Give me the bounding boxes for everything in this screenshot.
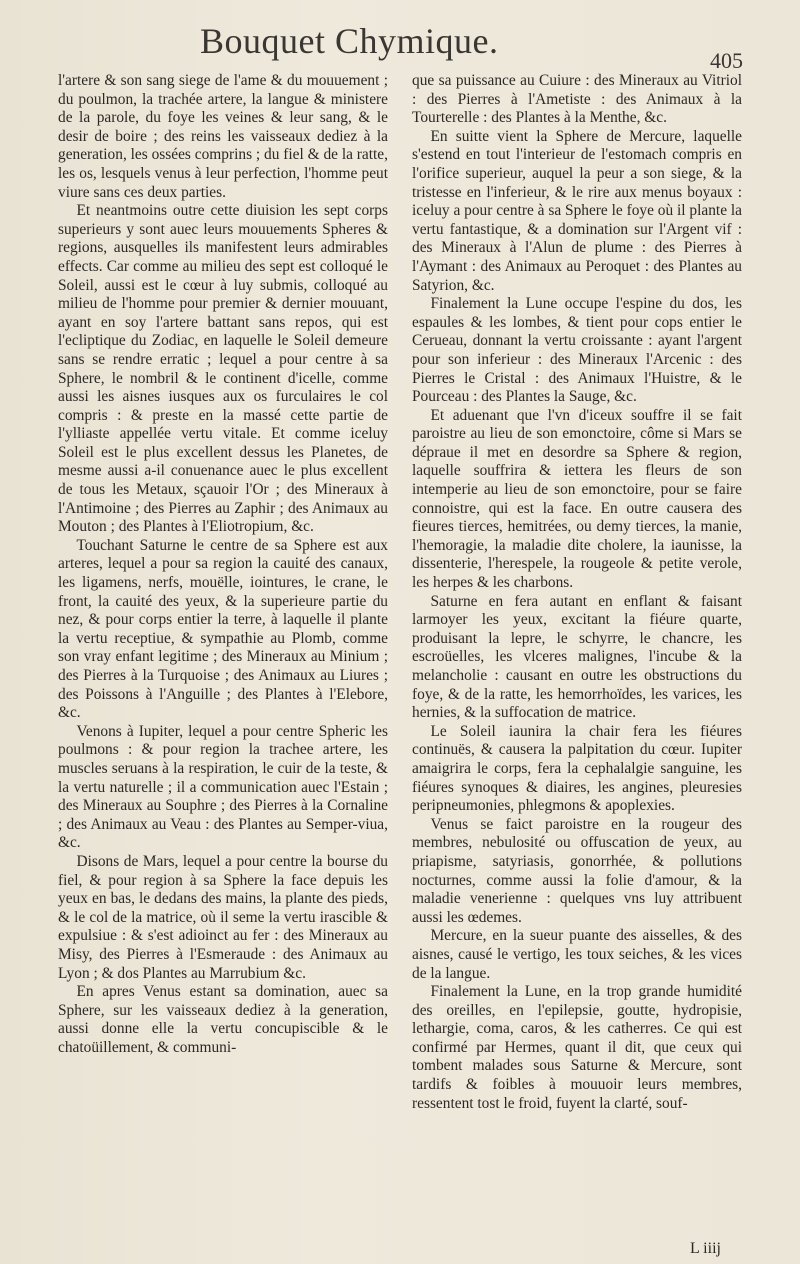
paragraph: Le Soleil iaunira la chair fera les fiéures continuës, & causera la palpitation du cœur. Iupiter amaigrira le corps, fera la cephalalgie sanguine, les fiéures synoques & diaires, les angines, pleuresies peripneumonies, phlegmons & apoplexies. (412, 722, 742, 815)
paragraph: Et neantmoins outre cette diuision les sept corps superieurs y sont auec leurs mouuements Spheres & regions, ausquelles ils manifestent leurs admirables effects. Car comme au milieu des sept est colloqué le Soleil, aussi est le cœur à luy submis, colloqué au milieu de l'homme pour premier & dernier mouuant, ayant en soy l'artere battant sans repos, qui est l'ecliptique du Zodiac, en laquelle le Soleil demeure sans se rendre erratic ; lequel a pour centre à sa Sphere, le nombril & le continent d'icelle, comme aussi les aisnes iusques aux os furculaires le col compris : & preste en la massé cette partie de l'ylliaste appellée vertu vitale. Et comme iceluy Soleil est le plus excellent dessus les Planetes, de mesme aussi a-il conuenance auec le plus excellent de tous les Metaux, sçauoir l'Or ; des Mineraux à l'Antimoine ; des Pierres au Zaphir ; des Animaux au Mouton ; des Plantes à l'Eliotropium, &c. (58, 202, 388, 536)
paragraph: Venons à Iupiter, lequel a pour centre Spheric les poulmons : & pour region la trachee artere, les muscles seruans à la respiration, le cuir de la teste, & la vertu naturelle ; il a communication auec l'Estain ; des Mineraux au Souphre ; des Pierres à la Cornaline ; des Animaux au Veau : des Plantes au Semper-viua, &c. (58, 722, 388, 852)
page-header (0, 20, 800, 73)
paragraph: Venus se faict paroistre en la rougeur des membres, nebulosité ou offuscation de yeux, au priapisme, satyriasis, gonorrhée, & pollutions nocturnes, comme aussi la folie d'amour, & la maladie venerienne : quelques vns luy attribuent aussi les œdemes. (412, 815, 742, 926)
paragraph: que sa puissance au Cuiure : des Mineraux au Vitriol : des Pierres à l'Ametiste : des Animaux à la Tourterelle : des Plantes à la Menthe, &c. (412, 72, 742, 127)
paragraph: Finalement la Lune, en la trop grande humidité des oreilles, en l'epilepsie, goutte, hydropisie, lethargie, coma, caros, & les catherres. Ce qui est confirmé par Hermes, quant il dit, que ceux qui tombent malades sous Saturne & Mercure, sont tardifs & foibles à mouuoir leurs membres, ressentent tost le froid, fuyent la clarté, souf- (412, 983, 742, 1112)
paragraph: Mercure, en la sueur puante des aisselles, & des aisnes, causé le vertigo, les toux seiches, & les vices de la langue. (412, 927, 742, 982)
left-column (58, 72, 388, 1057)
paragraph: En apres Venus estant sa domination, auec sa Sphere, sur les vaisseaux dediez à la generation, aussi donne elle la vertu concupiscible & le chatoüillement, & communi- (58, 983, 388, 1056)
right-column (412, 72, 742, 1113)
paragraph: Saturne en fera autant en enflant & faisant larmoyer les yeux, excitant la fiéure quarte, produisant la lepre, le schyrre, le chancre, les escroüelles, les vlceres malignes, l'incube & la melancholie : causant en outre les obstructions du foye, & de la ratte, les hemorrhoïdes, les varices, les hernies, & la suffocation de matrice. (412, 592, 742, 722)
running-title: Bouquet Chymique. (200, 21, 499, 61)
paragraph: Et aduenant que l'vn d'iceux souffre il se fait paroistre au lieu de son emonctoire, côme si Mars se dépraue il met en desordre sa Sphere & region, laquelle souffrira & iettera les fleurs de son intemperie au lieu de son emonctoire, pour se faire connoistre, qui est la face. En outre causera des fieures tierces, hemitrées, ou demy tierces, la manie, l'hemoragie, la maladie dite cholere, la iaunisse, la dissenterie, l'herespele, la rougeole & petite verole, les herpes & les charbons. (412, 406, 742, 592)
paragraph: Finalement la Lune occupe l'espine du dos, les espaules & les lombes, & tient pour cops entier le Cerueau, donnant la vertu croissante : ayant l'argent pour son inferieur : des Mineraux l'Arcenic : des Pierres le Cristal : des Animaux l'Huistre, & le Pourceau : des Plantes la Sauge, &c. (412, 295, 742, 406)
paragraph: En suitte vient la Sphere de Mercure, laquelle s'estend en tout l'interieur de l'estomach compris en l'orifice superieur, auquel la peur a son siege, & la tristesse en l'inferieur, & le rire aux menus boyaux : iceluy a pour centre à sa Sphere le foye où il plante la vertu fantastique, & a domination sur l'Argent vif : des Mineraux à l'Alun de plume : des Pierres à l'Aymant : des Animaux au Peroquet : des Plantes au Satyrion, &c. (412, 127, 742, 294)
paragraph: Disons de Mars, lequel a pour centre la bourse du fiel, & pour region à sa Sphere la face depuis les yeux en bas, le dedans des mains, la plante des pieds, & le col de la matrice, où il seme la vertu irascible & expulsiue : & s'est adioinct au fer : des Mineraux au Misy, des Pierres à l'Esmeraude : des Animaux au Lyon ; & dos Plantes au Marrubium &c. (58, 852, 388, 982)
paragraph: l'artere & son sang siege de l'ame & du mouuement ; du poulmon, la trachée artere, la langue & ministere de la parole, du foye les veines & leur sang, & le desir de boire ; des reins les vaisseaux dediez à la generation, les ossées comprins ; du fiel & de la ratte, les os, lesquels venus à leur perfection, l'homme peut viure sans ces deux parties. (58, 72, 388, 201)
signature-mark: L iiij (690, 1240, 721, 1257)
page-number: 405 (710, 48, 743, 73)
paragraph: Touchant Saturne le centre de sa Sphere est aux arteres, lequel a pour sa region la cauité des canaux, les ligamens, nerfs, mouëlle, iointures, le crane, le front, la cauité des yeux, & la superieure partie du nez, & pour corps entier la terre, à laquelle il plante la vertu receptiue, & sympathie au Plomb, comme son vray enfant legitime ; des Mineraux au Minium ; des Pierres à la Turquoise ; des Animaux au Liures ; des Poissons à l'Anguille ; des Plantes à l'Elebore, &c. (58, 536, 388, 722)
